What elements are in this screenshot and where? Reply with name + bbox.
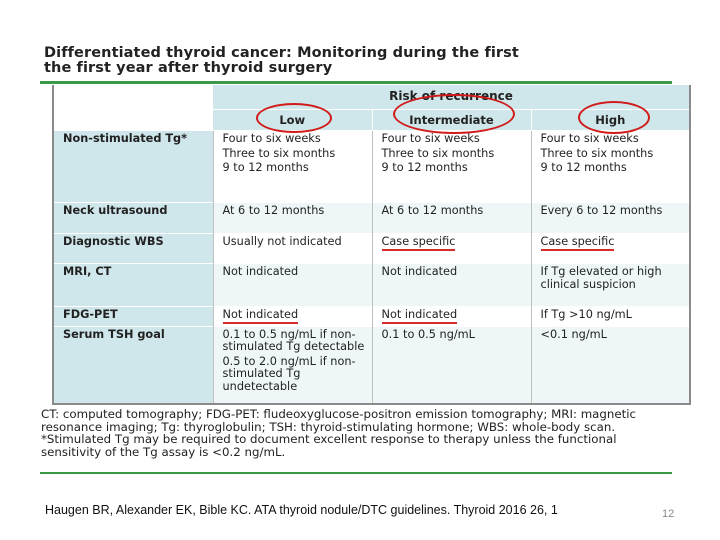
cell-intermediate: At 6 to 12 months <box>372 203 531 234</box>
row-label-diagnostic-wbs: Diagnostic WBS <box>54 234 213 264</box>
cell-intermediate <box>372 307 531 327</box>
underlined-text: Case specific <box>382 236 456 251</box>
page-number: 12 <box>662 508 675 520</box>
cell-low: Usually not indicated <box>213 234 372 264</box>
column-header-intermediate: Intermediate <box>372 110 531 131</box>
row-label-neck-ultrasound: Neck ultrasound <box>54 203 213 234</box>
column-header-low: Low <box>213 110 372 131</box>
cell-text: Three to six months <box>381 146 495 160</box>
title-line-1: Differentiated thyroid cancer: Monitoring during the first <box>44 45 519 61</box>
cell-text: 9 to 12 months <box>222 161 309 174</box>
cell-intermediate: 0.1 to 0.5 ng/mL <box>372 326 531 405</box>
table-row <box>54 264 689 307</box>
row-label-fdg-pet: FDG-PET <box>54 307 213 327</box>
cell-text: Three to six months <box>222 146 336 160</box>
row-label-non-stimulated-tg: Non-stimulated Tg* <box>54 131 213 203</box>
header-blank-cell <box>54 85 213 131</box>
cell-low <box>213 326 372 405</box>
bottom-green-rule <box>40 472 672 474</box>
cell-low: Not indicated <box>213 264 372 307</box>
row-label-mri-ct: MRI, CT <box>54 264 213 307</box>
footnote: *Stimulated Tg may be required to document excellent response to therapy unless the functional sensitivity of the Tg assay is <0.2 ng/mL. <box>41 432 617 459</box>
abbreviations-note: CT: computed tomography; FDG-PET: fludeoxyglucose-positron emission tomography; MRI: magnetic resonance imaging; Tg: thyroglobulin; TSH: thyroid-stimulating hormone; WBS: whole-body scan. <box>41 407 637 434</box>
table-row <box>54 307 689 327</box>
table-row <box>54 131 689 203</box>
cell-high: Every 6 to 12 months <box>531 203 689 234</box>
underlined-text: Not indicated <box>382 309 458 324</box>
cell-low: At 6 to 12 months <box>213 203 372 234</box>
risk-group-header: Risk of recurrence <box>213 85 689 110</box>
cell-text: Three to six months <box>540 146 654 160</box>
cell-text: Four to six weeks <box>540 132 639 145</box>
column-header-high: High <box>531 110 689 131</box>
cell-text: 0.5 to 2.0 ng/mL if non-stimulated Tg undetectable <box>222 354 356 393</box>
table-row <box>54 234 689 264</box>
top-green-rule <box>40 81 672 84</box>
table-notes <box>41 408 673 458</box>
monitoring-table-container <box>52 85 691 405</box>
underlined-text: Case specific <box>541 236 615 251</box>
cell-intermediate: Not indicated <box>372 264 531 307</box>
cell-high: <0.1 ng/mL <box>531 326 689 405</box>
title-line-2: the first year after thyroid surgery <box>44 60 333 76</box>
cell-high: If Tg >10 ng/mL <box>531 307 689 327</box>
table-row <box>54 203 689 234</box>
cell-text: 0.1 to 0.5 ng/mL if non-stimulated Tg detectable <box>222 327 365 353</box>
table-row <box>54 326 689 405</box>
cell-intermediate <box>372 131 531 203</box>
row-label-serum-tsh-goal: Serum TSH goal <box>54 326 213 405</box>
cell-intermediate <box>372 234 531 264</box>
cell-text: 9 to 12 months <box>540 161 627 174</box>
cell-high <box>531 131 689 203</box>
cell-text: Four to six weeks <box>222 132 321 145</box>
underlined-text: Not indicated <box>223 309 299 324</box>
cell-high: If Tg elevated or high clinical suspicion <box>531 264 689 307</box>
cell-high <box>531 234 689 264</box>
cell-low <box>213 131 372 203</box>
monitoring-table <box>54 85 689 405</box>
cell-text: 9 to 12 months <box>381 161 468 174</box>
citation: Haugen BR, Alexander EK, Bible KC. ATA thyroid nodule/DTC guidelines. Thyroid 2016 26, 1 <box>45 503 558 517</box>
cell-text: Four to six weeks <box>381 132 480 145</box>
slide-title <box>44 46 684 76</box>
cell-low <box>213 307 372 327</box>
